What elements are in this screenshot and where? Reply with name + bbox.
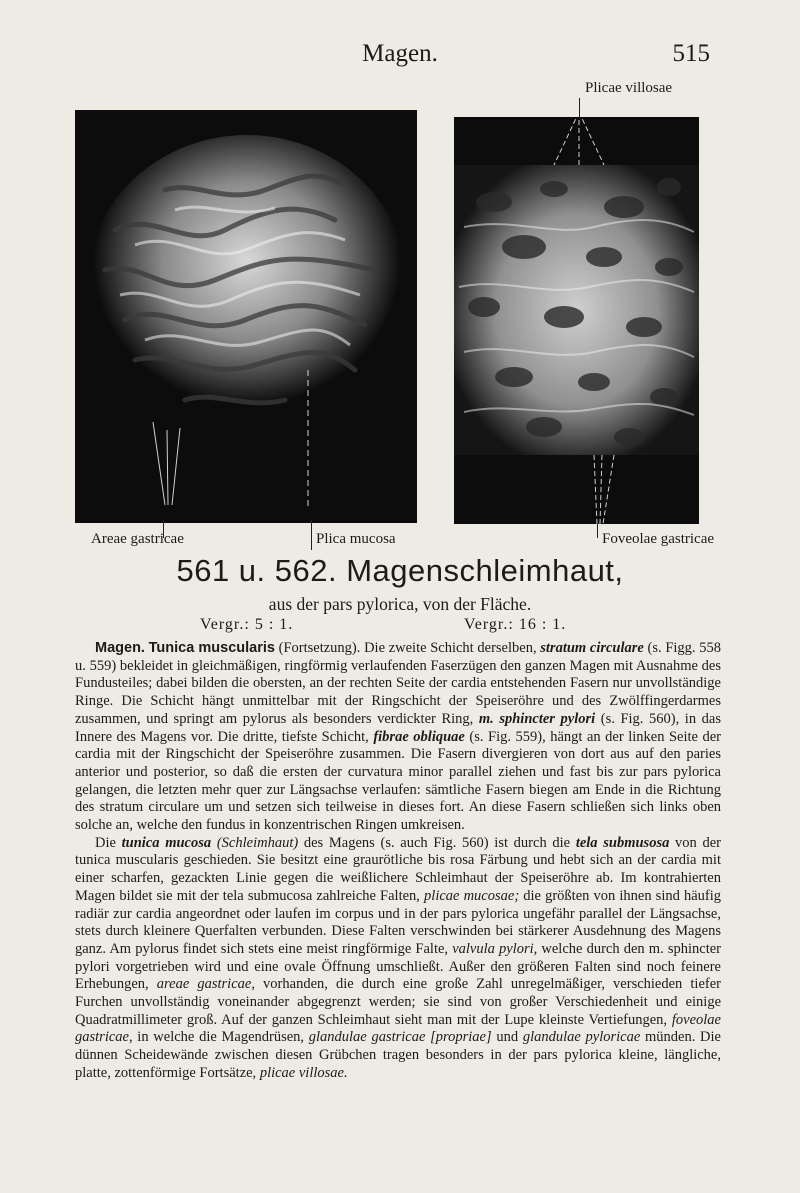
term-glandulae-pyloricae: glandulae pyloricae <box>522 1029 641 1046</box>
label-foveolae-gastricae: Foveolae gastricae <box>602 531 715 547</box>
plicae-villosae-leader <box>579 98 580 118</box>
label-plicae-villosae: Plicae villosae <box>585 80 673 96</box>
term-sphincter-pylori: m. sphincter pylori <box>478 710 596 727</box>
term-plicae-mucosae: plicae mucosae; <box>424 887 520 904</box>
body-text <box>75 640 721 1083</box>
term-valvula-pylori: valvula pylori, <box>452 940 538 957</box>
magnification-left: Vergr.: 5 : 1. <box>200 616 294 633</box>
mucosa-folds-illustration <box>75 110 417 523</box>
foveolae-gastricae-leader <box>597 524 598 538</box>
text-run: Die <box>95 834 122 851</box>
text-run: (Fortsetzung). Die zweite Schicht derselben, <box>274 640 541 656</box>
figure-title: 561 u. 562. Magenschleimhaut, <box>176 553 624 588</box>
term-plicae-villosae: plicae villosae. <box>259 1064 348 1081</box>
text-run: des Magens (s. auch Fig. 560) ist durch die <box>298 834 576 851</box>
text-run: in welche die Magendrüsen, <box>132 1029 309 1046</box>
section-heading-magen: Magen. <box>95 640 145 656</box>
text-run: münden. Die dünnen Scheidewände zwischen diesen Grübchen tragen besonders in der pars pylorica kleine, längliche, platte, zottenförmige Fortsätze, <box>75 1029 721 1081</box>
figure-562-image <box>454 117 699 524</box>
text-run: (s. Figg. 558 u. 559) bekleidet in gleichmäßigen, ringförmig verlaufenden Faserzügen den ganzen Magen mit Ausnahme des Fundusteiles; dabei bilden die obersten, an der rechten Seite der cardia entstehenden Fasern nur unvollständige Ringe. Die Schicht hängt unmittelbar mit der Ringschicht der Speiseröhre und des Zwölffingerdarmes zusammen, und springt am pylorus als besonders verdickter Ring, <box>75 640 721 727</box>
label-areae-gastricae: Areae gastricae <box>91 531 184 547</box>
term-glandulae-gastricae: glandulae gastricae [propriae] <box>308 1029 492 1046</box>
text-run: und <box>491 1029 523 1046</box>
magnification-right: Vergr.: 16 : 1. <box>464 616 567 633</box>
text-run: (s. Fig. 560), in das Innere des Magens vor. Die dritte, tiefste Schicht, <box>75 710 721 745</box>
figure-subtitle: aus der pars pylorica, von der Fläche. <box>268 594 532 614</box>
text-run: die größten von ihnen sind häufig radiär zur cardia angeordnet oder laufen im corpus und in der pars pylorica ungefähr parallel der Längsachse, stets durch kleinere Querfalten verbunden. Diese Falten verschwinden bei stärkerer Ausdehnung des Magens ganz. Am pylorus findet sich stets eine meist ringförmige Falte, <box>75 887 722 957</box>
label-plica-mucosa: Plica mucosa <box>316 531 396 547</box>
text-run: von der tunica muscularis geschieden. Sie besitzt eine graurötliche bis rosa Färbung und hebt sich an der cardia mit einer scharfen, gezackten Linie gegen die weißlichere Schleimhaut der Speiseröhre ab. Im kontrahierten Magen bildet sie mit der tela submucosa zahlreiche Falten, <box>75 834 721 904</box>
term-tunica-muscularis: Tunica muscularis <box>148 640 275 656</box>
term-foveolae-gastricae: foveolae gastricae, <box>75 1011 721 1046</box>
page-header <box>0 40 800 70</box>
foveolae-illustration <box>454 117 699 524</box>
figure-561-image <box>75 110 417 523</box>
page-number: 515 <box>672 40 710 67</box>
term-tunica-mucosa: tunica mucosa <box>121 834 212 851</box>
term-areae-gastricae: areae gastricae, <box>156 976 255 993</box>
paragraph-tunica-mucosa <box>75 835 721 1083</box>
running-title: Magen. <box>362 40 438 67</box>
paragraph-tunica-muscularis <box>75 640 721 835</box>
term-tela-submusosa: tela submusosa <box>575 834 670 851</box>
text-run: (s. Fig. 559), hängt an der linken Seite der cardia mit der Ringschicht der Speiseröhre zusammen. Die Fasern divergieren von dort aus auf den paries anterior und posterior, so daß die ersten der curvatura minor parallel ziehen und fast bis zur pars pylorica gelangen, die letzten mehr quer zur Längsachse verlaufen: sämtliche Fasern biegen am Ende in die Richtung des stratum circulare um und setzen sich teilweise in dieses fort. An diese Fasern schließen sich links oben solche an, welche den fundus in konzentrischen Ringen umkreisen. <box>75 728 722 834</box>
plica-mucosa-leader <box>311 520 312 550</box>
term-stratum-circulare: stratum circulare <box>540 640 644 656</box>
term-schleimhaut: (Schleimhaut) <box>211 834 299 851</box>
text-run: vorhanden, die durch eine große Zahl unregelmäßiger, verschieden tiefer Furchen unvollständig voneinander abgegrenzt werden; sie sind von großer Verschiedenheit und einige Quadratmillimeter groß. Auf der ganzen Schleimhaut sieht man mit der Lupe kleinste Vertiefungen, <box>75 976 721 1028</box>
text-run: welche durch den m. sphincter pylori vorgetrieben wird und eine ovale Öffnung umschließt. Außer den größeren Falten sind noch feinere Erhebungen, <box>75 940 721 993</box>
term-fibrae-obliquae: fibrae obliquae <box>373 728 465 745</box>
